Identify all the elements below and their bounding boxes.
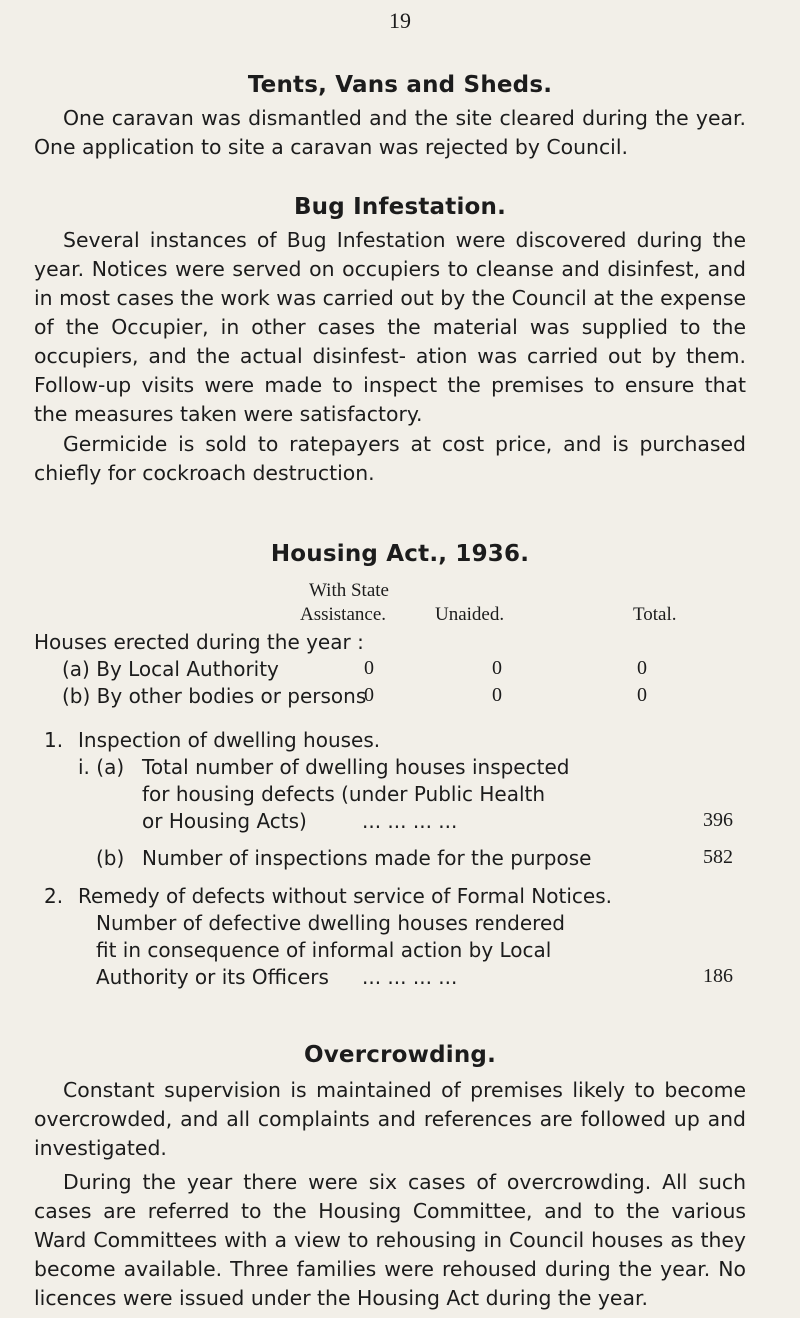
item-2-value: 186 — [703, 965, 733, 987]
row-label: (b) By other bodies or persons — [62, 684, 367, 708]
item-1b-value: 582 — [703, 846, 733, 868]
item-1b-text: Number of inspections made for the purpose — [142, 846, 592, 870]
item-1a-line-3: or Housing Acts) — [142, 809, 307, 833]
item-2-title: Remedy of defects without service of Formal Notices. — [78, 884, 612, 908]
overcrowding-paragraph-2: During the year there were six cases of overcrowding. All such cases are referred to the Housing Committee, and to the various Ward Committees with a view to rehousing in Council houses as they become available. Three families were rehoused during the year. No licences were issued under the Housing Act during the year. — [34, 1170, 746, 1310]
item-2-number: 2. — [44, 884, 64, 908]
item-2-line-2: Number of defective dwelling houses rendered — [96, 911, 565, 935]
col-header-state-1: With State — [309, 580, 389, 601]
page-number: 19 — [389, 8, 411, 33]
row-value-total: 0 — [637, 684, 647, 706]
col-header-unaided: Unaided. — [435, 604, 505, 625]
bug-paragraph-2: Germicide is sold to ratepayers at cost price, and is purchased chiefly for cockroach destruction. — [34, 432, 746, 485]
col-header-state-2: Assistance. — [300, 604, 387, 625]
tents-heading: Tents, Vans and Sheds. — [247, 72, 553, 98]
col-header-total: Total. — [633, 604, 677, 625]
row-value-state: 0 — [364, 684, 374, 706]
houses-erected-intro: Houses erected during the year : — [34, 630, 364, 654]
item-1a-line-1: Total number of dwelling houses inspected — [142, 755, 570, 779]
row-value-unaided: 0 — [492, 657, 502, 679]
item-1-number: 1. — [44, 728, 64, 752]
item-1a-line-2: for housing defects (under Public Health — [142, 782, 546, 806]
tents-paragraph: One caravan was dismantled and the site cleared during the year. One application to site a caravan was rejected by Council. — [34, 106, 746, 159]
item-2-line-3: fit in consequence of informal action by Local — [96, 938, 552, 962]
item-1a-value: 396 — [703, 809, 733, 831]
row-value-state: 0 — [364, 657, 374, 679]
overcrowding-heading: Overcrowding. — [303, 1042, 497, 1068]
overcrowding-paragraph-1: Constant supervision is maintained of premises likely to become overcrowded, and all complaints and references are followed up and investigated. — [34, 1078, 746, 1160]
row-value-unaided: 0 — [492, 684, 502, 706]
item-1b-number: (b) — [96, 846, 125, 870]
bug-paragraph-1: Several instances of Bug Infestation were discovered during the year. Notices were served on occupiers to cleanse and disinfest, and in most cases the work was carried out by the Council at the expense of the Occupier, in other cases the material was supplied to the occupiers, and the actual disinfest- ation was carried out by them. Follow-up visits were made to inspect the premises to ensure that the measures taken were satisfactory. — [34, 228, 746, 426]
housing-heading: Housing Act., 1936. — [270, 541, 530, 567]
item-1a-number: i. (a) — [78, 755, 125, 779]
item-2-leader-dots: ... ... ... ... — [362, 965, 458, 989]
bug-heading: Bug Infestation. — [293, 194, 507, 220]
item-1-title: Inspection of dwelling houses. — [78, 728, 381, 752]
row-value-total: 0 — [637, 657, 647, 679]
row-label: (a) By Local Authority — [62, 657, 279, 681]
item-1a-leader-dots: ... ... ... ... — [362, 809, 458, 833]
item-2-line-4: Authority or its Officers — [96, 965, 329, 989]
